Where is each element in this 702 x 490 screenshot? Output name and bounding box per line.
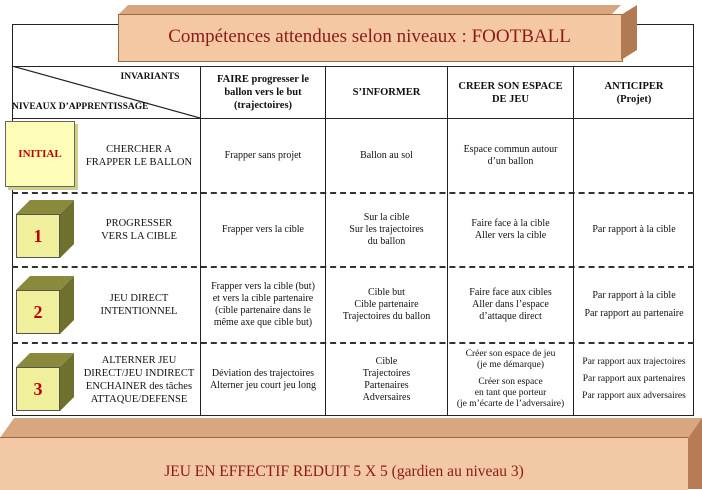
level-cube-1: 1 [16, 200, 74, 258]
niveaux-label: NIVEAUX D’APPRENTISSAGE [12, 101, 149, 112]
text-line: Trajectoires du ballon [342, 310, 431, 322]
text-line: ATTAQUE/DEFENSE [90, 393, 188, 405]
level-label-2 [78, 267, 200, 342]
level-label-initial [78, 119, 200, 192]
header-anticiper [574, 67, 694, 118]
text-line: même axe que cible but) [213, 316, 313, 328]
text-line: Faire face à la cible [471, 217, 550, 229]
text-line: ENCHAINER des tâches [85, 380, 193, 392]
footer-banner-top [0, 418, 702, 438]
text-line: CHERCHER A [106, 143, 172, 155]
cell-2-espace [448, 267, 573, 342]
text-line: S’INFORMER [352, 87, 421, 98]
text-line: d’un ballon [487, 155, 534, 167]
text-line: INTENTIONNEL [100, 305, 178, 317]
text-line: Par rapport à la cible [592, 289, 676, 301]
text-line: Déviation des trajectoires [211, 367, 315, 379]
text-line: Par rapport à la cible [592, 223, 676, 235]
text-line: Par rapport aux partenaires [582, 374, 686, 384]
text-line: ALTERNER JEU [101, 354, 177, 366]
cell-initial-anticiper [574, 119, 694, 192]
level-badge-initial: INITIAL [5, 121, 75, 187]
text-line: Frapper sans projet [224, 149, 302, 161]
level-label-3 [78, 343, 200, 416]
text-line: Aller vers la cible [474, 229, 547, 241]
cell-initial-espace [448, 119, 573, 192]
level-cube-2: 2 [16, 276, 74, 334]
header-faire [201, 67, 325, 118]
header-creer-espace [448, 67, 573, 118]
text-line: Créer son espace [478, 377, 543, 387]
cell-1-anticiper [574, 193, 694, 266]
cell-3-espace [448, 343, 573, 416]
text-line: JEU DIRECT [109, 292, 169, 304]
text-line: Cible partenaire [354, 298, 419, 310]
level-label-1 [78, 193, 200, 266]
text-line: Cible but [368, 286, 405, 298]
footer-text: JEU EN EFFECTIF REDUIT 5 X 5 (gardien au niveau 3) [164, 463, 524, 480]
text-line: PROGRESSER [105, 217, 173, 229]
text-line: Créer son espace de jeu [465, 349, 556, 359]
header-sinformer [326, 67, 447, 118]
cell-initial-sinformer [326, 119, 447, 192]
text-line: (cible partenaire dans le [215, 304, 311, 316]
cell-2-sinformer [326, 267, 447, 342]
text-line: (je m’écarte de l’adversaire) [456, 399, 565, 409]
text-line: FAIRE progresser le [217, 74, 309, 85]
text-line: Sur la cible [363, 211, 410, 223]
text-line: Par rapport aux trajectoires [582, 357, 686, 367]
text-line: ANTICIPER [604, 80, 664, 92]
level-cube-3: 3 [16, 353, 74, 411]
text-line: en tant que porteur [474, 388, 547, 398]
cell-2-faire [201, 267, 325, 342]
cell-2-anticiper [574, 267, 694, 342]
text-line: (Projet) [616, 93, 652, 105]
text-line: Partenaires [364, 379, 409, 391]
cell-3-faire [201, 343, 325, 416]
text-line: du ballon [367, 235, 406, 247]
text-line: ballon vers le but [224, 87, 302, 98]
cell-initial-faire [201, 119, 325, 192]
text-line: Par rapport au partenaire [584, 307, 684, 319]
text-line: (trajectoires) [233, 100, 293, 111]
text-line: Frapper vers la cible [222, 223, 304, 235]
text-line: (je me démarque) [477, 360, 544, 370]
text-line: Faire face aux cibles [469, 286, 552, 298]
page-title: Compétences attendues selon niveaux : FOOTBALL [168, 26, 571, 47]
cell-3-anticiper [574, 343, 694, 416]
text-line: et vers la cible partenaire [212, 292, 314, 304]
text-line: Cible [375, 355, 398, 367]
cell-1-faire [201, 193, 325, 266]
invariants-label: INVARIANTS [120, 71, 180, 82]
text-line: Alterner jeu court jeu long [209, 379, 317, 391]
text-line: DE JEU [491, 93, 530, 105]
cell-3-sinformer [326, 343, 447, 416]
text-line: Frapper vers la cible (but) [211, 280, 315, 292]
text-line: DIRECT/JEU INDIRECT [83, 367, 195, 379]
text-line: CREER SON ESPACE [458, 80, 563, 92]
text-line: d’attaque direct [479, 310, 542, 322]
text-line: Trajectoires [362, 367, 411, 379]
text-line: Ballon au sol [360, 149, 413, 161]
cell-1-sinformer [326, 193, 447, 266]
text-line: Sur les trajectoires [349, 223, 424, 235]
text-line: FRAPPER LE BALLON [85, 156, 193, 168]
text-line: Espace commun autour [463, 143, 558, 155]
cell-1-espace [448, 193, 573, 266]
text-line: Adversaires [362, 391, 411, 403]
text-line: VERS LA CIBLE [101, 230, 177, 242]
text-line: Aller dans l’espace [472, 298, 549, 310]
text-line: Par rapport aux adversaires [582, 391, 686, 401]
